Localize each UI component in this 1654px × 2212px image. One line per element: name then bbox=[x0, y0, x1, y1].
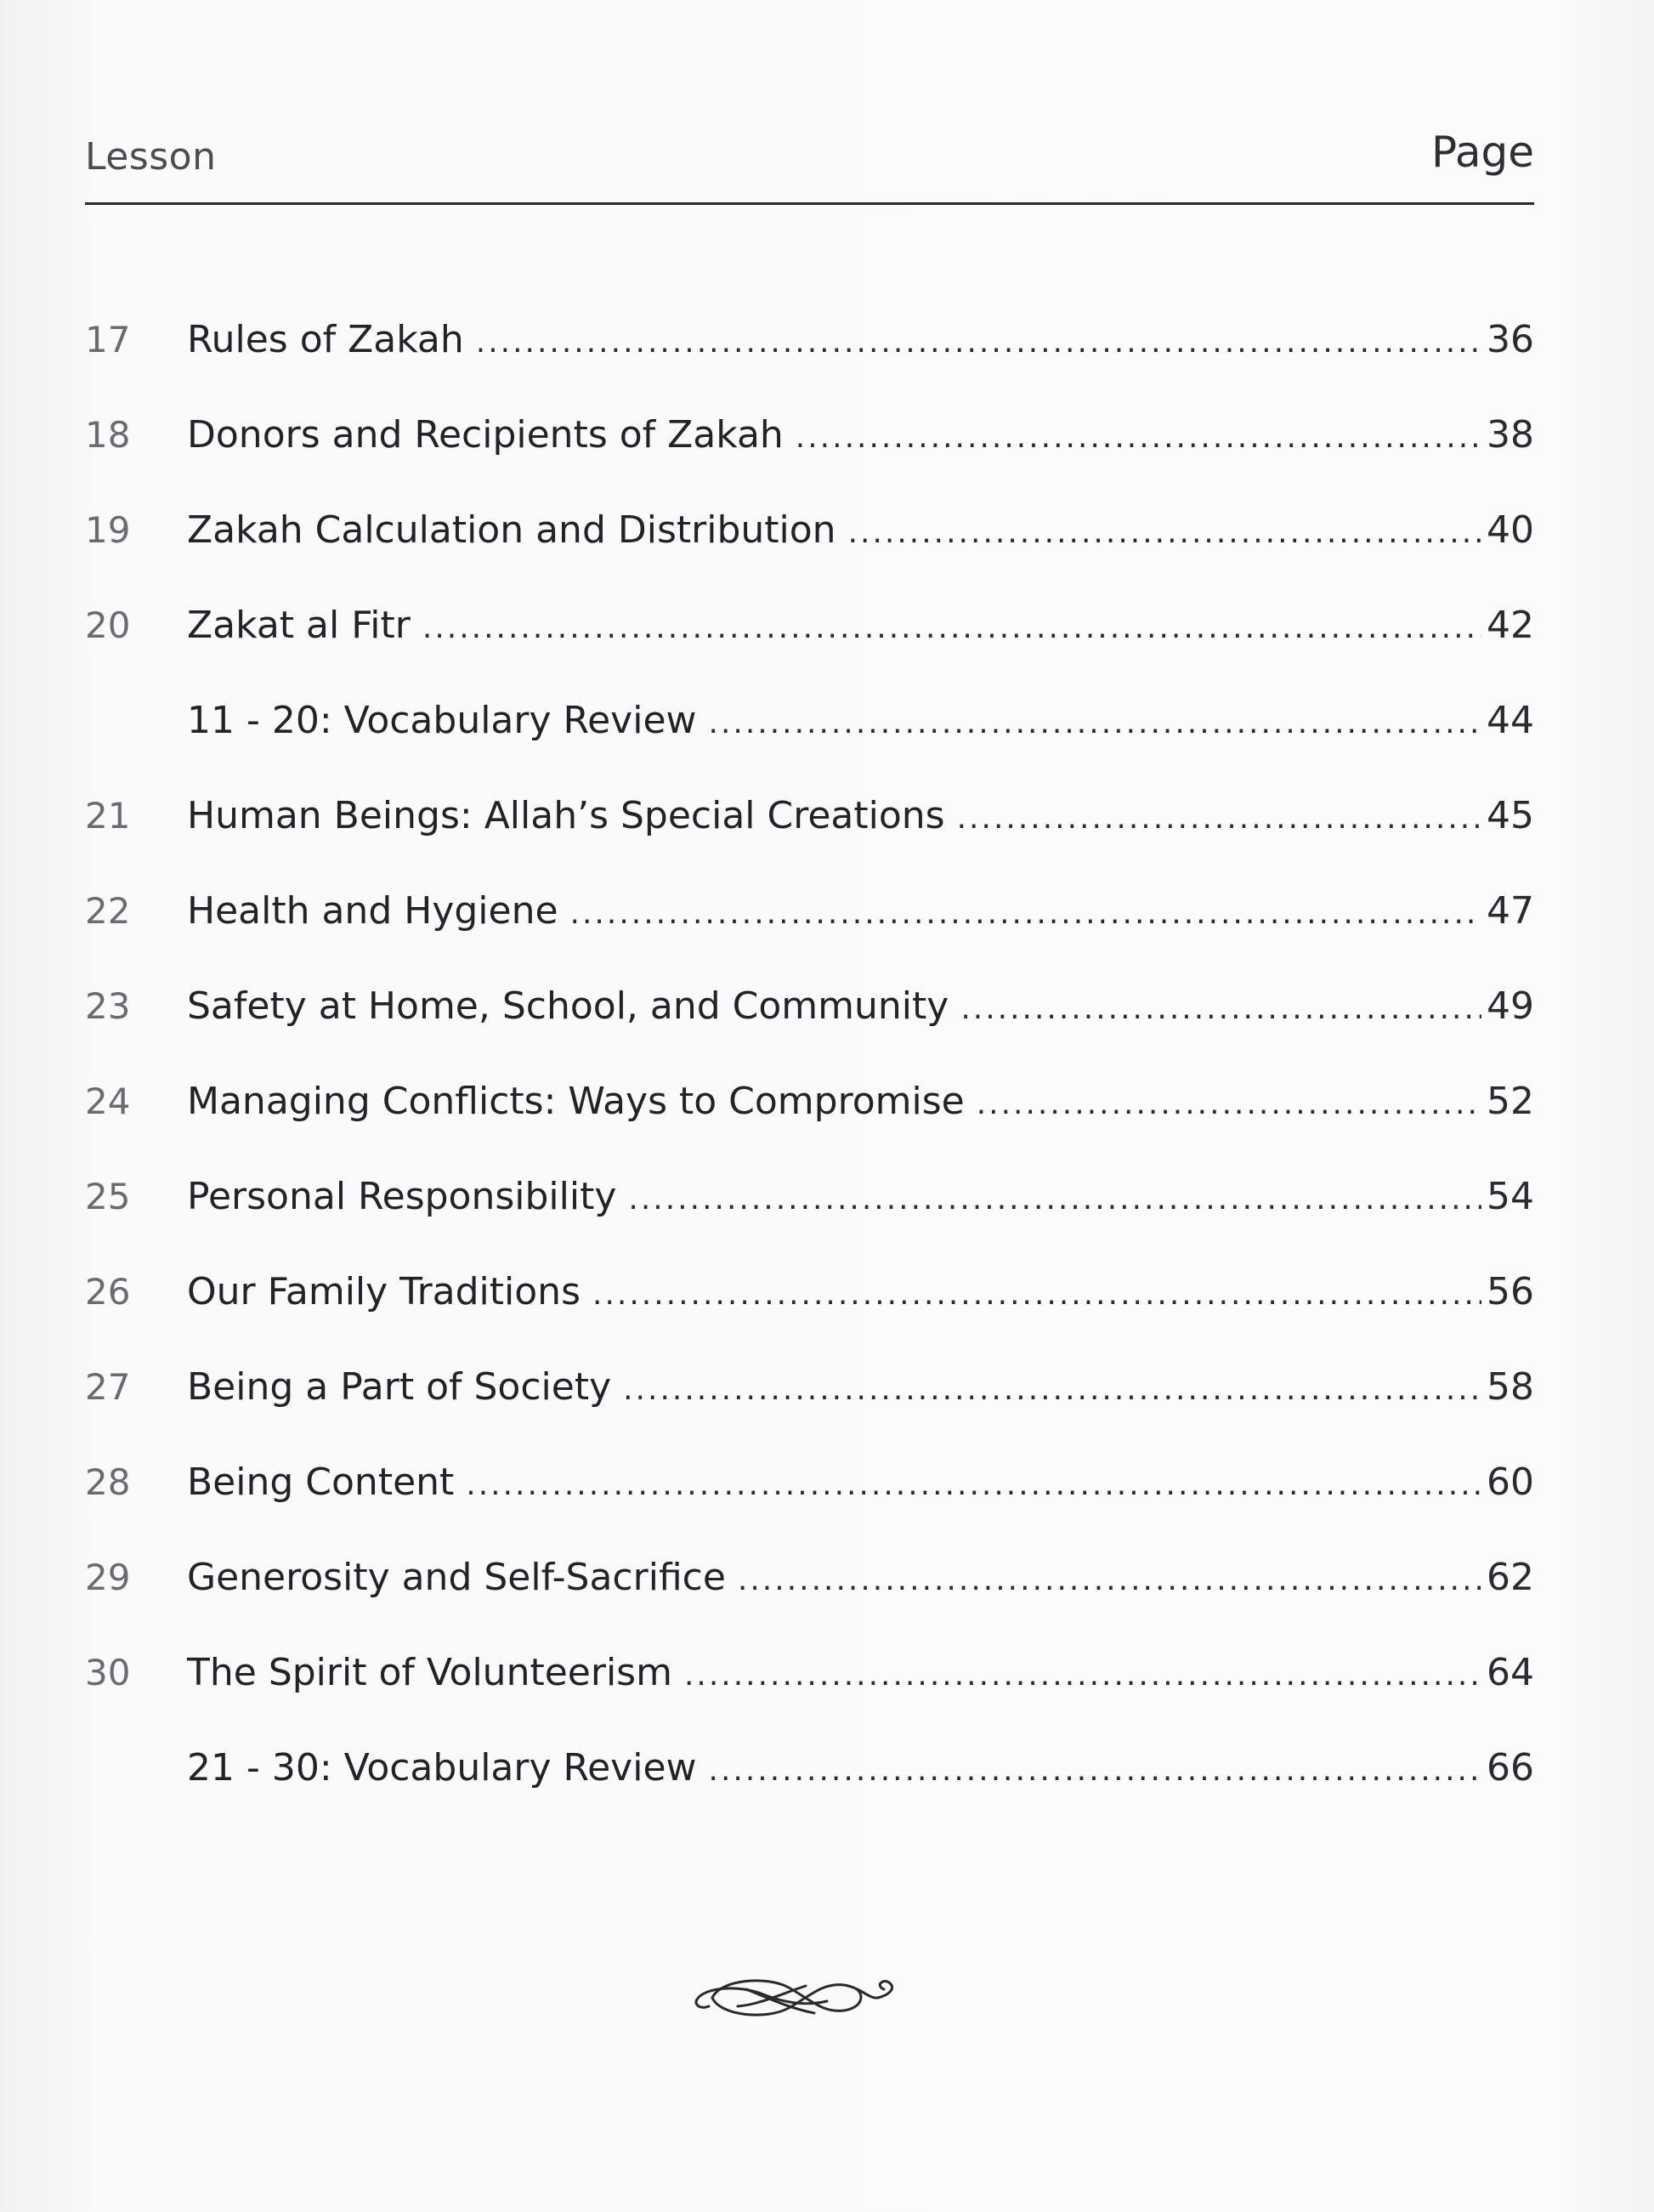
toc-entry-line bbox=[187, 310, 1534, 372]
dot-leader bbox=[422, 598, 1481, 658]
lesson-number: 28 bbox=[85, 1461, 131, 1503]
lesson-number: 26 bbox=[85, 1271, 131, 1313]
dot-leader bbox=[796, 408, 1481, 468]
lesson-title: 11 - 20: Vocabulary Review bbox=[187, 699, 697, 742]
lesson-title: Human Beings: Allah’s Special Creations bbox=[187, 794, 945, 837]
lesson-title: Zakat al Fitr bbox=[187, 604, 411, 647]
toc-entry bbox=[85, 1262, 1534, 1358]
page-number: 40 bbox=[1487, 508, 1534, 552]
dot-leader bbox=[570, 884, 1481, 944]
toc-entry-line bbox=[187, 1738, 1534, 1801]
toc-entry-line bbox=[187, 1072, 1534, 1134]
page-number: 45 bbox=[1487, 794, 1534, 837]
toc-entry-line bbox=[187, 1358, 1534, 1420]
header-divider bbox=[85, 202, 1534, 205]
page-column-heading: Page bbox=[1430, 128, 1534, 177]
lesson-number: 19 bbox=[85, 509, 131, 551]
page-number: 66 bbox=[1487, 1746, 1534, 1789]
lesson-title: Health and Hygiene bbox=[187, 889, 558, 933]
page-number: 60 bbox=[1487, 1460, 1534, 1504]
page-number: 49 bbox=[1487, 984, 1534, 1028]
lesson-title: Zakah Calculation and Distribution bbox=[187, 508, 836, 552]
toc-entry bbox=[85, 977, 1534, 1072]
toc-entry bbox=[85, 596, 1534, 691]
dot-leader bbox=[957, 789, 1481, 848]
lesson-title: The Spirit of Volunteerism bbox=[187, 1651, 672, 1694]
dot-leader bbox=[628, 1170, 1481, 1229]
lesson-title: Safety at Home, School, and Community bbox=[187, 984, 949, 1028]
toc-entry bbox=[85, 501, 1534, 596]
toc-entry-line bbox=[187, 882, 1534, 944]
dot-leader bbox=[623, 1360, 1481, 1420]
dot-leader bbox=[848, 503, 1481, 563]
lesson-number: 25 bbox=[85, 1176, 131, 1217]
dot-leader bbox=[709, 1741, 1482, 1801]
dot-leader bbox=[684, 1646, 1481, 1705]
toc-entry bbox=[85, 1738, 1534, 1834]
flourish-ornament-icon bbox=[687, 1964, 908, 2032]
lesson-number: 22 bbox=[85, 890, 131, 932]
dot-leader bbox=[709, 694, 1482, 753]
lesson-number: 29 bbox=[85, 1557, 131, 1598]
toc-entry-line bbox=[187, 1167, 1534, 1229]
toc-entry-line bbox=[187, 1548, 1534, 1610]
lesson-number: 18 bbox=[85, 414, 131, 456]
dot-leader bbox=[466, 1455, 1481, 1515]
toc-entry bbox=[85, 310, 1534, 406]
toc-entry-line bbox=[187, 691, 1534, 753]
lesson-number: 17 bbox=[85, 319, 131, 360]
lesson-title: Generosity and Self-Sacrifice bbox=[187, 1556, 726, 1599]
dot-leader bbox=[738, 1551, 1481, 1610]
toc-entry bbox=[85, 406, 1534, 501]
lesson-title: Managing Conflicts: Ways to Compromise bbox=[187, 1080, 965, 1123]
page-number: 47 bbox=[1487, 889, 1534, 933]
page-number: 42 bbox=[1487, 604, 1534, 647]
lesson-number: 30 bbox=[85, 1652, 131, 1693]
lesson-column-heading: Lesson bbox=[85, 135, 217, 179]
toc-entry bbox=[85, 882, 1534, 977]
lesson-number: 24 bbox=[85, 1080, 131, 1122]
toc-entry bbox=[85, 1167, 1534, 1262]
lesson-title: Being Content bbox=[187, 1460, 455, 1504]
page-number: 64 bbox=[1487, 1651, 1534, 1694]
page-number: 38 bbox=[1487, 413, 1534, 457]
page-number: 36 bbox=[1487, 318, 1534, 361]
toc-entry-line bbox=[187, 977, 1534, 1039]
page-number: 52 bbox=[1487, 1080, 1534, 1123]
dot-leader bbox=[476, 313, 1481, 372]
lesson-number: 20 bbox=[85, 604, 131, 646]
toc-entry-line bbox=[187, 1643, 1534, 1705]
toc-entry-line bbox=[187, 501, 1534, 563]
lesson-title: Donors and Recipients of Zakah bbox=[187, 413, 784, 457]
lesson-number: 27 bbox=[85, 1366, 131, 1408]
toc-header bbox=[85, 119, 1534, 179]
dot-leader bbox=[592, 1265, 1481, 1324]
page-number: 58 bbox=[1487, 1365, 1534, 1409]
page-number: 62 bbox=[1487, 1556, 1534, 1599]
toc-entry-line bbox=[187, 406, 1534, 468]
dot-leader bbox=[960, 979, 1481, 1039]
lesson-title: Personal Responsibility bbox=[187, 1175, 617, 1218]
dot-leader bbox=[977, 1075, 1481, 1134]
toc-entry bbox=[85, 1548, 1534, 1643]
toc-entry bbox=[85, 1453, 1534, 1548]
lesson-title: Rules of Zakah bbox=[187, 318, 464, 361]
lesson-title: 21 - 30: Vocabulary Review bbox=[187, 1746, 697, 1789]
lesson-number: 23 bbox=[85, 985, 131, 1027]
page-number: 54 bbox=[1487, 1175, 1534, 1218]
lesson-title: Our Family Traditions bbox=[187, 1270, 581, 1313]
toc-entry bbox=[85, 1643, 1534, 1738]
toc-entry-line bbox=[187, 786, 1534, 848]
page-number: 56 bbox=[1487, 1270, 1534, 1313]
page-number: 44 bbox=[1487, 699, 1534, 742]
toc-entry bbox=[85, 691, 1534, 786]
toc-entry bbox=[85, 786, 1534, 882]
toc-entry-line bbox=[187, 596, 1534, 658]
toc-entry bbox=[85, 1358, 1534, 1453]
toc-entry-line bbox=[187, 1453, 1534, 1515]
table-of-contents bbox=[85, 310, 1534, 1834]
lesson-title: Being a Part of Society bbox=[187, 1365, 612, 1409]
lesson-number: 21 bbox=[85, 795, 131, 837]
toc-entry bbox=[85, 1072, 1534, 1167]
toc-entry-line bbox=[187, 1262, 1534, 1324]
